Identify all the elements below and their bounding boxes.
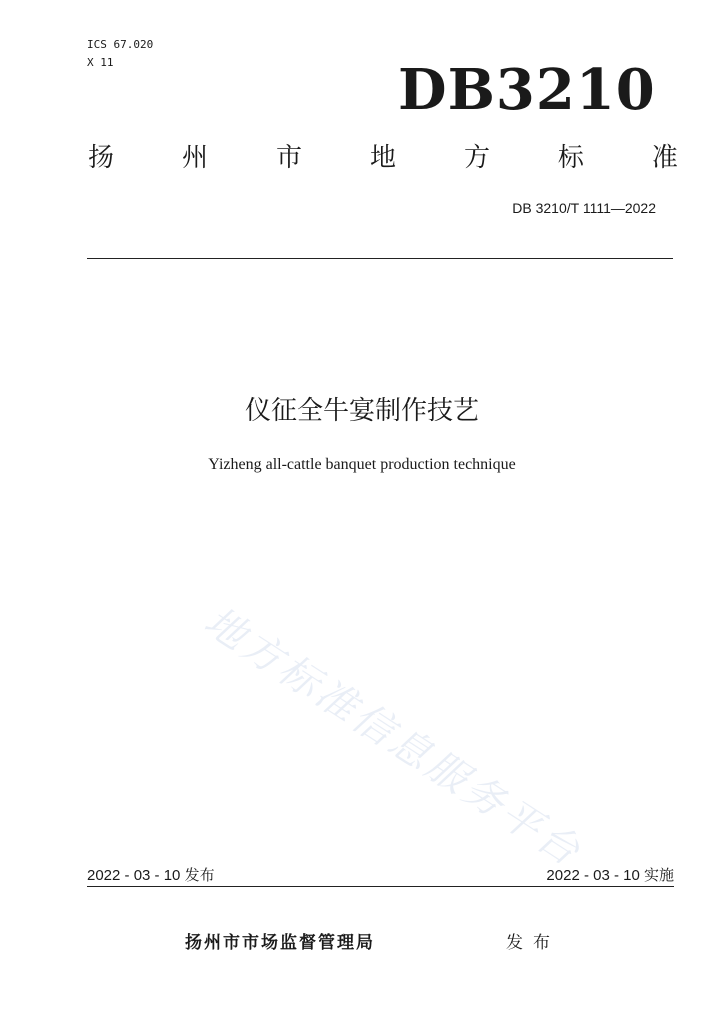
document-title-chinese: 仪征全牛宴制作技艺 bbox=[244, 396, 479, 426]
title-char: 方 bbox=[463, 143, 490, 173]
watermark: 地方标准信息服务平台 bbox=[196, 598, 591, 877]
title-char: 扬 bbox=[88, 143, 115, 173]
issue-label: 发布 bbox=[506, 933, 560, 953]
classification-code: X 11 bbox=[87, 56, 114, 69]
standard-number: DB 3210/T 1111—2022 bbox=[512, 200, 656, 216]
bottom-divider bbox=[87, 886, 674, 887]
title-char: 标 bbox=[557, 143, 584, 173]
top-divider bbox=[87, 258, 673, 259]
implement-date: 2022 - 03 - 10 实施 bbox=[546, 867, 674, 884]
standard-type-title bbox=[88, 138, 678, 178]
publish-date: 2022 - 03 - 10 发布 bbox=[87, 867, 215, 884]
document-title-english: Yizheng all-cattle banquet production technique bbox=[208, 456, 516, 473]
standard-code-heading: DB3210 bbox=[398, 57, 656, 123]
title-char: 地 bbox=[369, 143, 396, 173]
title-char: 州 bbox=[181, 143, 208, 173]
title-char: 市 bbox=[275, 143, 302, 173]
issuing-authority: 扬州市市场监督管理局 bbox=[185, 933, 375, 953]
ics-code: ICS 67.020 bbox=[87, 38, 154, 51]
title-char: 准 bbox=[651, 143, 678, 173]
